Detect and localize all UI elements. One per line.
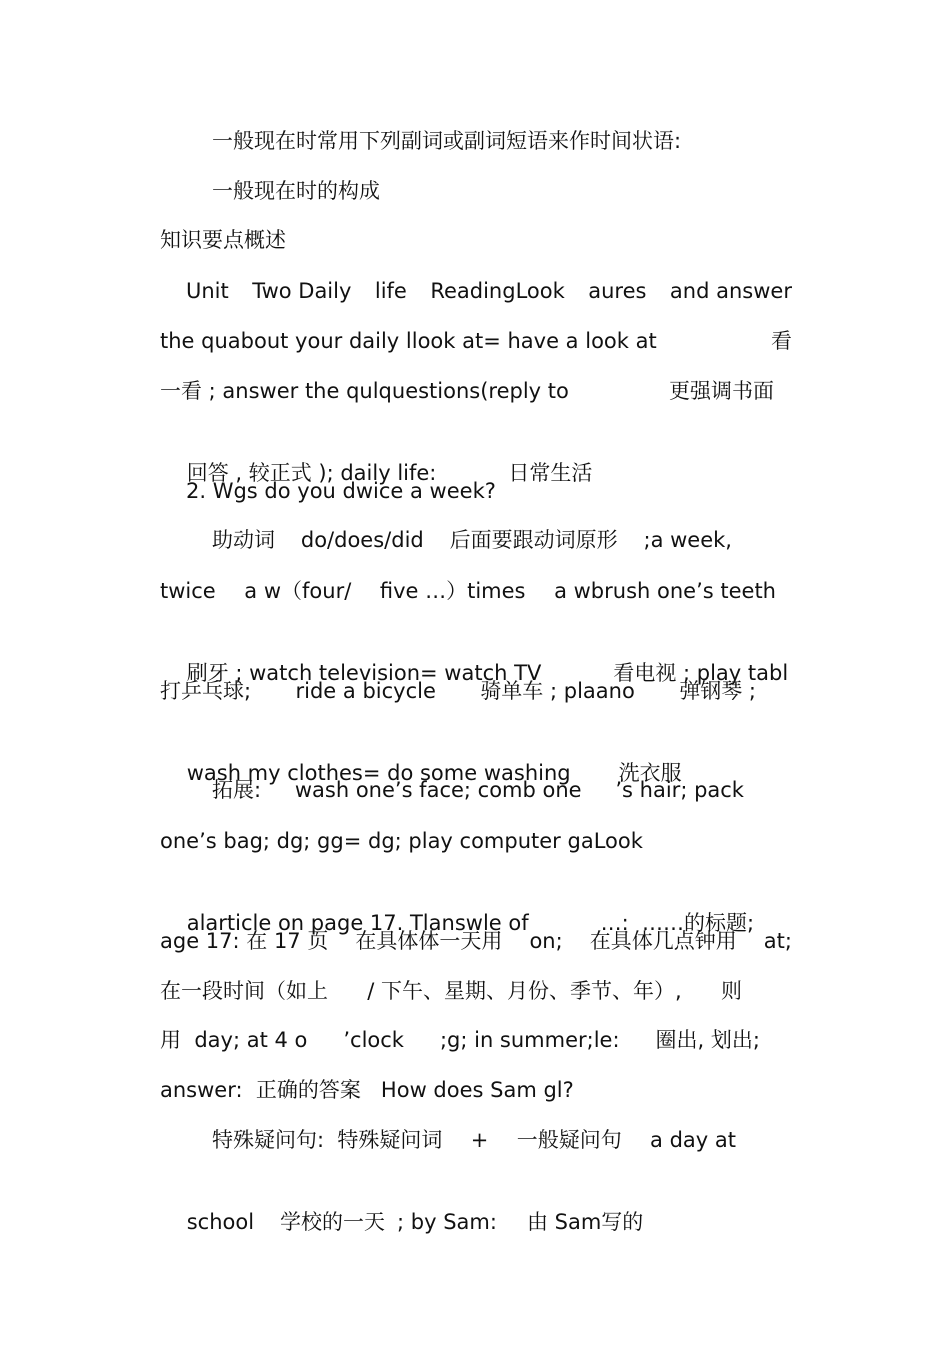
text-run: the quabout your daily llook at= have a look at — [160, 329, 657, 353]
text-line-5 — [160, 325, 792, 357]
text-run: a w（four/ — [244, 579, 352, 603]
text-line-20: answer: 正确的答案 How does Sam gl? — [160, 1078, 574, 1102]
text-run: Unit — [186, 279, 229, 303]
text-run: 由 Sam写的 — [526, 1210, 644, 1234]
text-run: a wbrush one’s teeth — [554, 579, 776, 603]
text-line-22 — [160, 1174, 792, 1234]
text-run: ; by Sam: — [397, 1210, 497, 1234]
text-run: 用 day; at 4 o — [160, 1028, 308, 1052]
text-run: school — [186, 1210, 255, 1234]
text-line-7 — [160, 425, 792, 485]
text-line-14 — [212, 774, 744, 806]
text-run: 在一段时间（如上 — [160, 979, 328, 1003]
text-run: ride a bicycle — [295, 679, 436, 703]
text-run: 后面要跟动词原形 — [449, 528, 618, 552]
text-run: Two Daily — [252, 279, 352, 303]
text-line-3: 知识要点概述 — [160, 228, 286, 252]
text-run: 弹钢琴 ; — [679, 679, 756, 703]
text-line-11 — [160, 625, 792, 685]
text-line-4 — [186, 275, 792, 307]
text-run: 打乒乓球; — [160, 679, 252, 703]
text-run: 洗衣服 — [618, 761, 682, 785]
text-run: ;a week, — [643, 528, 732, 552]
text-run: at; — [763, 929, 792, 953]
text-run: + — [470, 1128, 489, 1152]
text-run: five …）times — [379, 579, 526, 603]
text-run: 学校的一天 — [280, 1210, 386, 1234]
text-run: life — [374, 279, 407, 303]
text-run: ;g; in summer;le: — [439, 1028, 620, 1052]
text-line-21 — [212, 1124, 736, 1156]
text-line-1: 一般现在时常用下列副词或副词短语来作时间状语: — [212, 129, 682, 153]
text-line-15: one’s bag; dg; gg= dg; play computer gaLook — [160, 829, 643, 853]
text-run: 一般疑问句 — [516, 1128, 622, 1152]
text-line-10 — [160, 575, 776, 607]
text-run: …: ……的标题; — [600, 911, 755, 935]
text-line-19 — [160, 1024, 760, 1056]
text-run: ’clock — [343, 1028, 404, 1052]
text-run: 助动词 — [212, 528, 275, 552]
text-run: twice — [160, 579, 216, 603]
text-run: wash my clothes= do some washing — [186, 761, 571, 785]
text-line-18 — [160, 975, 742, 1007]
text-run: 更强调书面 — [669, 379, 774, 403]
text-run: 在具体几点钟用 — [589, 929, 737, 953]
text-run: 看 — [771, 329, 792, 353]
text-run: wash one’s face; comb one — [294, 778, 582, 802]
text-line-8: 2. Wgs do you dwice a week? — [186, 479, 496, 503]
text-run: on; — [529, 929, 563, 953]
text-run: 回答 , 较正式 ); daily life: — [186, 461, 437, 485]
text-run: 拓展: — [212, 778, 262, 802]
text-run: and answer — [669, 279, 792, 303]
text-run: 骑单车 ; plaano — [480, 679, 635, 703]
text-line-9 — [212, 524, 732, 556]
text-run: 特殊疑问句: 特殊疑问词 — [212, 1128, 443, 1152]
text-line-6 — [160, 375, 774, 407]
text-run: 刷牙 ; watch television= watch TV — [186, 661, 542, 685]
text-line-12 — [160, 675, 756, 707]
text-line-17 — [160, 925, 792, 957]
text-run: ’s hair; pack — [615, 778, 744, 802]
text-run: alarticle on page 17. Tlanswle of — [186, 911, 529, 935]
text-line-13 — [160, 725, 792, 785]
text-run: a day at — [650, 1128, 736, 1152]
text-run: 看电视 ; play tabl — [613, 661, 789, 685]
text-run: / 下午、星期、月份、季节、年）, — [367, 979, 682, 1003]
text-run: do/does/did — [300, 528, 424, 552]
text-run: 则 — [721, 979, 742, 1003]
text-run: 一看 ; answer the qulquestions(reply to — [160, 379, 569, 403]
text-run: 日常生活 — [508, 461, 593, 485]
text-run: 在具体体一天用 — [355, 929, 503, 953]
text-run: 圈出, 划出; — [655, 1028, 760, 1052]
text-run: age 17: 在 17 页 — [160, 929, 329, 953]
text-line-2: 一般现在时的构成 — [212, 179, 380, 203]
text-line-16 — [160, 875, 792, 935]
text-run: aures — [588, 279, 647, 303]
text-run: ReadingLook — [430, 279, 565, 303]
